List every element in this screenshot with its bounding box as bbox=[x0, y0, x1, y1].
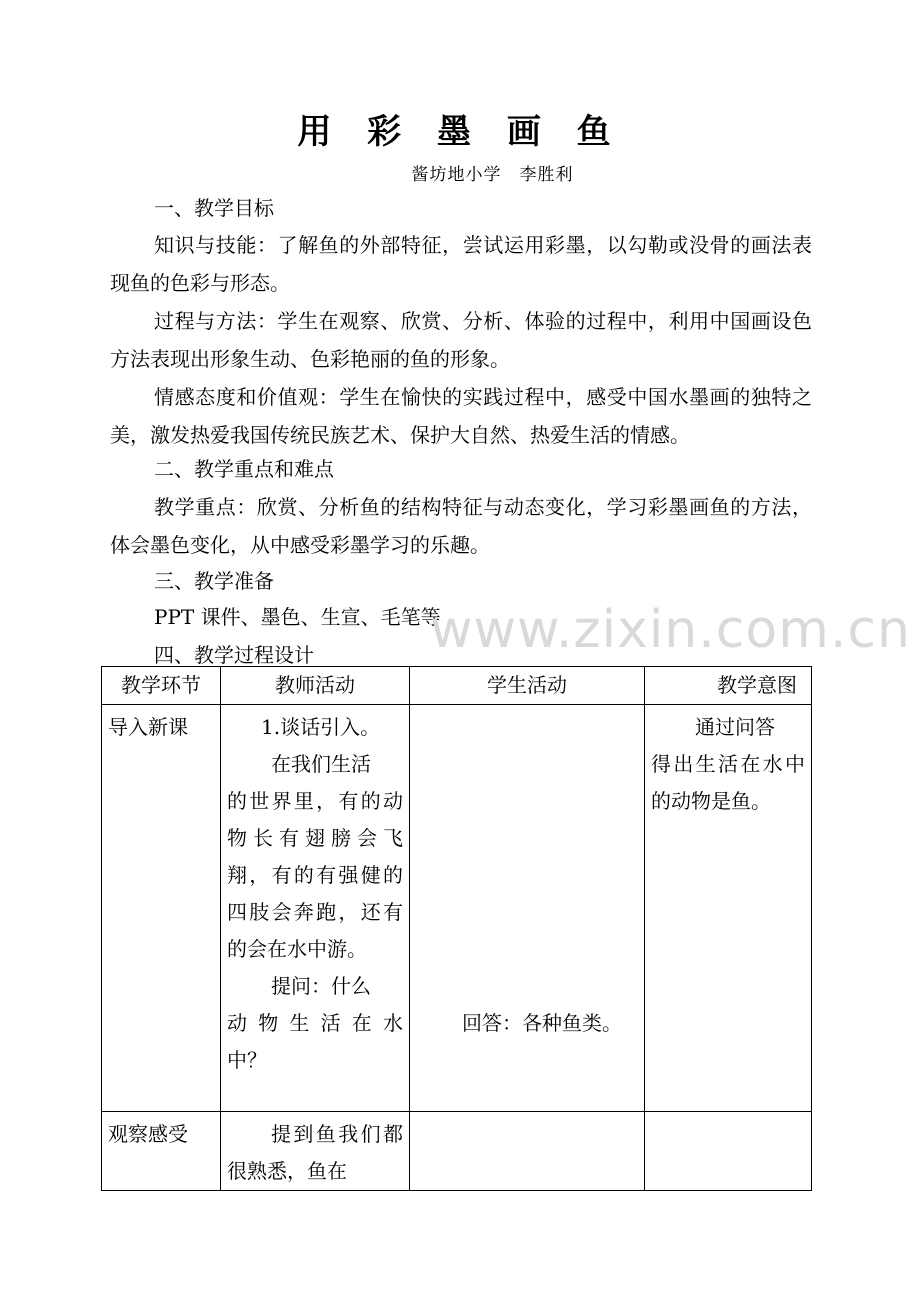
intent-cell bbox=[645, 1112, 812, 1191]
document-title: 用 彩 墨 画 鱼 bbox=[297, 112, 623, 152]
objective-emotion: 情感态度和价值观：学生在愉快的实践过程中，感受中国水墨画的独特之美，激发热爱我国传统民族艺术、保护大自然、热爱生活的情感。 bbox=[110, 385, 812, 447]
teacher-talk-rest: 的世界里，有的动物长有翅膀会飞翔，有的有强健的四肢会奔跑，还有的会在水中游。 bbox=[227, 789, 403, 961]
key-points-text: 教学重点：欣赏、分析鱼的结构特征与动态变化，学习彩墨画鱼的方法，体会墨色变化，从中感受彩墨学习的乐趣。 bbox=[110, 495, 812, 557]
author-line: 酱坊地小学 李胜利 bbox=[411, 165, 574, 185]
teacher-activity-cell bbox=[221, 1112, 410, 1191]
teacher-text: 提到鱼我们都很熟悉，鱼在 bbox=[227, 1122, 403, 1183]
objective-process: 过程与方法：学生在观察、欣赏、分析、体验的过程中，利用中国画设色方法表现出形象生动、色彩艳丽的鱼的形象。 bbox=[110, 309, 812, 371]
header-student: 学生活动 bbox=[410, 667, 645, 705]
section-heading-preparation: 三、教学准备 bbox=[154, 569, 274, 593]
table-header-row bbox=[102, 667, 812, 705]
intent-cell bbox=[645, 705, 812, 1112]
teacher-activity-cell bbox=[221, 705, 410, 1112]
intent-rest: 得出生活在水中的动物是鱼。 bbox=[651, 752, 805, 813]
stage-cell bbox=[102, 705, 221, 1112]
student-activity-cell bbox=[410, 705, 645, 1112]
teacher-step-1: 1.谈话引入。 bbox=[261, 715, 381, 739]
stage-cell bbox=[102, 1112, 221, 1191]
section-heading-key-points: 二、教学重点和难点 bbox=[154, 457, 334, 481]
teacher-talk-line1: 在我们生活 bbox=[271, 752, 371, 776]
table-row bbox=[102, 1112, 812, 1191]
section-heading-objectives: 一、教学目标 bbox=[154, 196, 274, 220]
table-row bbox=[102, 705, 812, 1112]
student-answer: 回答：各种鱼类。 bbox=[462, 1011, 622, 1035]
process-table bbox=[101, 666, 812, 1191]
teacher-question-line3: 中？ bbox=[227, 1048, 267, 1072]
teacher-question-line1: 提问：什么 bbox=[271, 974, 371, 998]
header-stage: 教学环节 bbox=[102, 667, 221, 705]
stage-label: 导入新课 bbox=[108, 715, 188, 739]
preparation-text: PPT 课件、墨色、生宣、毛笔等 bbox=[154, 605, 441, 629]
stage-label: 观察感受 bbox=[108, 1122, 188, 1146]
intent-line1: 通过问答 bbox=[695, 715, 775, 739]
watermark: www.zixin.com.cn bbox=[430, 600, 911, 660]
header-teacher: 教师活动 bbox=[221, 667, 410, 705]
header-intent: 教学意图 bbox=[645, 667, 812, 705]
teacher-question-line2: 动物生活在水 bbox=[227, 1011, 403, 1035]
section-heading-process: 四、教学过程设计 bbox=[154, 643, 314, 667]
objective-knowledge: 知识与技能：了解鱼的外部特征，尝试运用彩墨，以勾勒或没骨的画法表现鱼的色彩与形态。 bbox=[110, 233, 812, 295]
student-activity-cell bbox=[410, 1112, 645, 1191]
